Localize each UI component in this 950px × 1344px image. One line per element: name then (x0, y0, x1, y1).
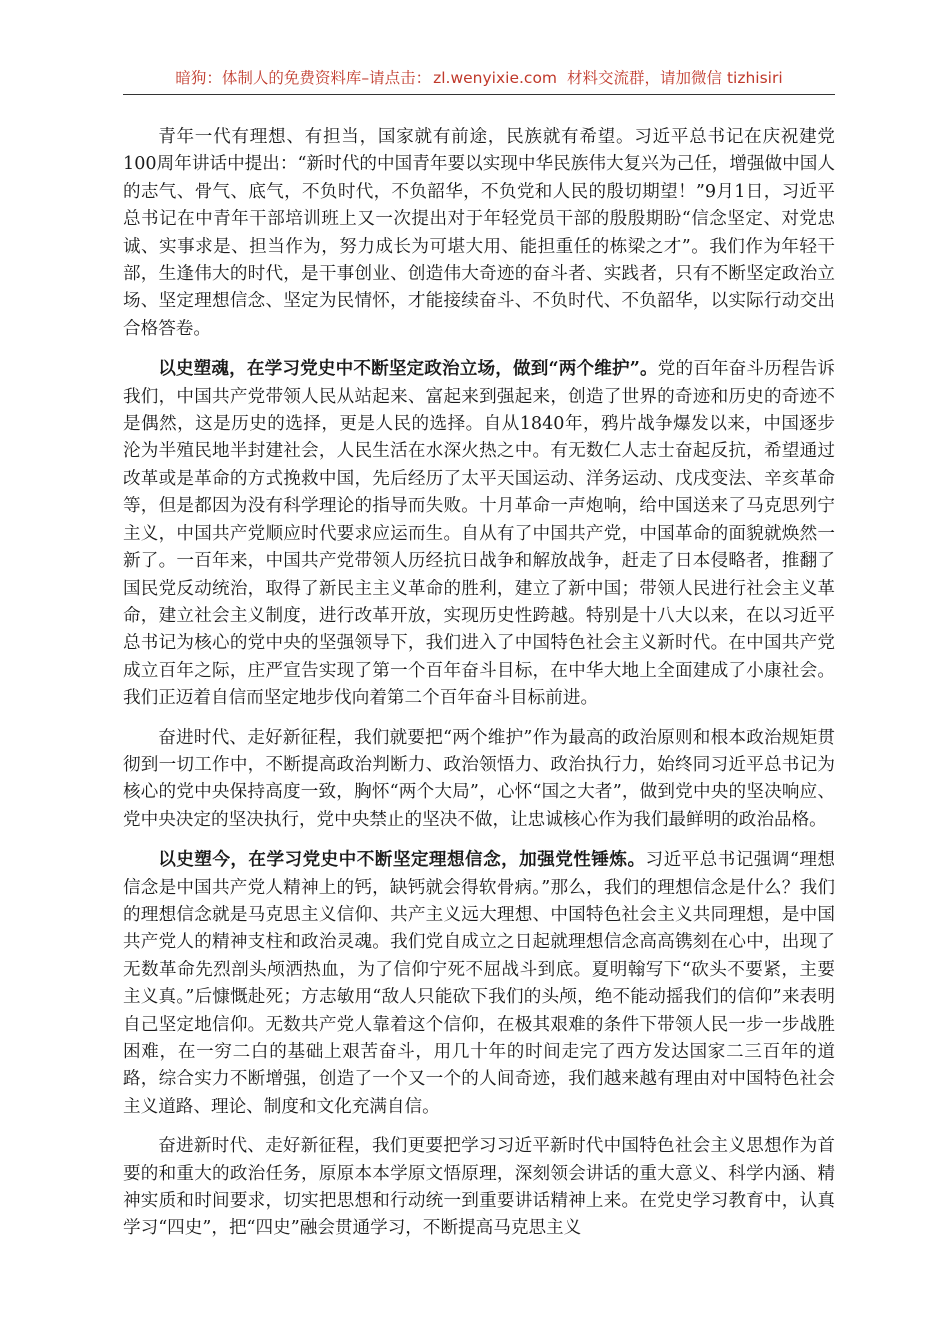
paragraph-text: 党的百年奋斗历程告诉我们，中国共产党带领人民从站起来、富起来到强起来，创造了世界的奇迹和历史的奇迹不是偶然，这是历史的选择，更是人民的选择。自从1840年，鸦片战争爆发以来，中国逐步沦为半殖民地半封建社会，人民生活在水深火热之中。有无数仁人志士奋起反抗，希望通过改革或是革命的方式挽救中国，先后经历了太平天国运动、洋务运动、戊戌变法、辛亥革命等，但是都因为没有科学理论的指导而失败。十月革命一声炮响，给中国送来了马克思列宁主义，中国共产党顺应时代要求应运而生。自从有了中国共产党，中国革命的面貌就焕然一新了。一百年来，中国共产党带领人历经抗日战争和解放战争，赶走了日本侵略者，推翻了国民党反动统治，取得了新民主主义革命的胜利，建立了新中国；带领人民进行社会主义革命，建立社会主义制度，进行改革开放，实现历史性跨越。特别是十八大以来，在以习近平总书记为核心的党中央的坚强领导下，我们进入了中国特色社会主义新时代。在中国共产党成立百年之际，庄严宣告实现了第一个百年奋斗目标，在中华大地上全面建成了小康社会。我们正迈着自信而坚定地步伐向着第二个百年奋斗目标前进。 (123, 359, 835, 709)
page-header (123, 66, 835, 95)
paragraph-text: 习近平总书记强调“理想信念是中国共产党人精神上的钙，缺钙就会得软骨病。”那么，我们的理想信念是什么？我们的理想信念就是马克思主义信仰、共产主义远大理想、中国特色社会主义共同理想，是中国共产党人的精神支柱和政治灵魂。我们党自成立之日起就理想信念高高镌刻在心中，出现了无数革命先烈剖头颅洒热血，为了信仰宁死不屈战斗到底。夏明翰写下“砍头不要紧，主要主义真。”后慷慨赴死；方志敏用“敌人只能砍下我们的头颅，绝不能动摇我们的信仰”来表明自己坚定地信仰。无数共产党人靠着这个信仰，在极其艰难的条件下带领人民一步一步战胜困难，在一穷二白的基础上艰苦奋斗，用几十年的时间走完了西方发达国家二三百年的道路，综合实力不断增强，创造了一个又一个的人间奇迹，我们越来越有理由对中国特色社会主义道路、理论、制度和文化充满自信。 (123, 850, 836, 1117)
paragraph-section-1 (123, 355, 835, 712)
section-heading: 以史塑今，在学习党史中不断坚定理想信念，加强党性锤炼。 (158, 849, 646, 871)
paragraph-text: 奋进时代、走好新征程，我们就要把“两个维护”作为最高的政治原则和根本政治规矩贯彻到一切工作中，不断提高政治判断力、政治领悟力、政治执行力，始终同习近平总书记为核心的党中央保持高度一致，胸怀“两个大局”，心怀“国之大者”，做到党中央的坚决响应、党中央决定的坚决执行，党中央禁止的坚决不做，让忠诚核心作为我们最鲜明的政治品格。 (123, 727, 835, 830)
paragraph-text: 奋进新时代、走好新征程，我们更要把学习习近平新时代中国特色社会主义思想作为首要的和重大的政治任务，原原本本学原文悟原理，深刻领会讲话的重大意义、科学内涵、精神实质和时间要求，切实把思想和行动统一到重要讲话精神上来。在党史学习教育中，认真学习“四史”，把“四史”融会贯通学习，不断提高马克思主义 (123, 1136, 835, 1239)
header-wechat-group: 材料交流群，请加微信 tizhisiri (567, 69, 783, 87)
paragraph-section-2-followup (123, 1133, 835, 1243)
document-body (123, 124, 835, 1255)
paragraph-section-2 (123, 846, 835, 1121)
header-separator: –请点击： (361, 69, 432, 87)
paragraph-intro (123, 124, 835, 343)
header-url-link[interactable]: zl.wenyixie.com (433, 69, 558, 87)
section-heading: 以史塑魂，在学习党史中不断坚定政治立场，做到“两个维护”。 (158, 358, 658, 380)
paragraph-text: 青年一代有理想、有担当，国家就有前途，民族就有希望。习近平总书记在庆祝建党100周年讲话中提出：“新时代的中国青年要以实现中华民族伟大复兴为己任，增强做中国人的志气、骨气、底气，不负时代，不负韶华，不负党和人民的殷切期望！”9月1日，习近平总书记在中青年干部培训班上又一次提出对于年轻党员干部的殷殷期盼“信念坚定、对党忠诚、实事求是、担当作为，努力成长为可堪大用、能担重任的栋梁之才”。我们作为年轻干部，生逢伟大的时代，是干事创业、创造伟大奇迹的奋斗者、实践者，只有不断坚定政治立场、坚定理想信念、坚定为民情怀，才能接续奋斗、不负时代、不负韶华，以实际行动交出合格答卷。 (123, 127, 835, 339)
paragraph-section-1-followup (123, 725, 835, 835)
header-brand: 暗狗：体制人的免费资料库 (175, 69, 362, 87)
